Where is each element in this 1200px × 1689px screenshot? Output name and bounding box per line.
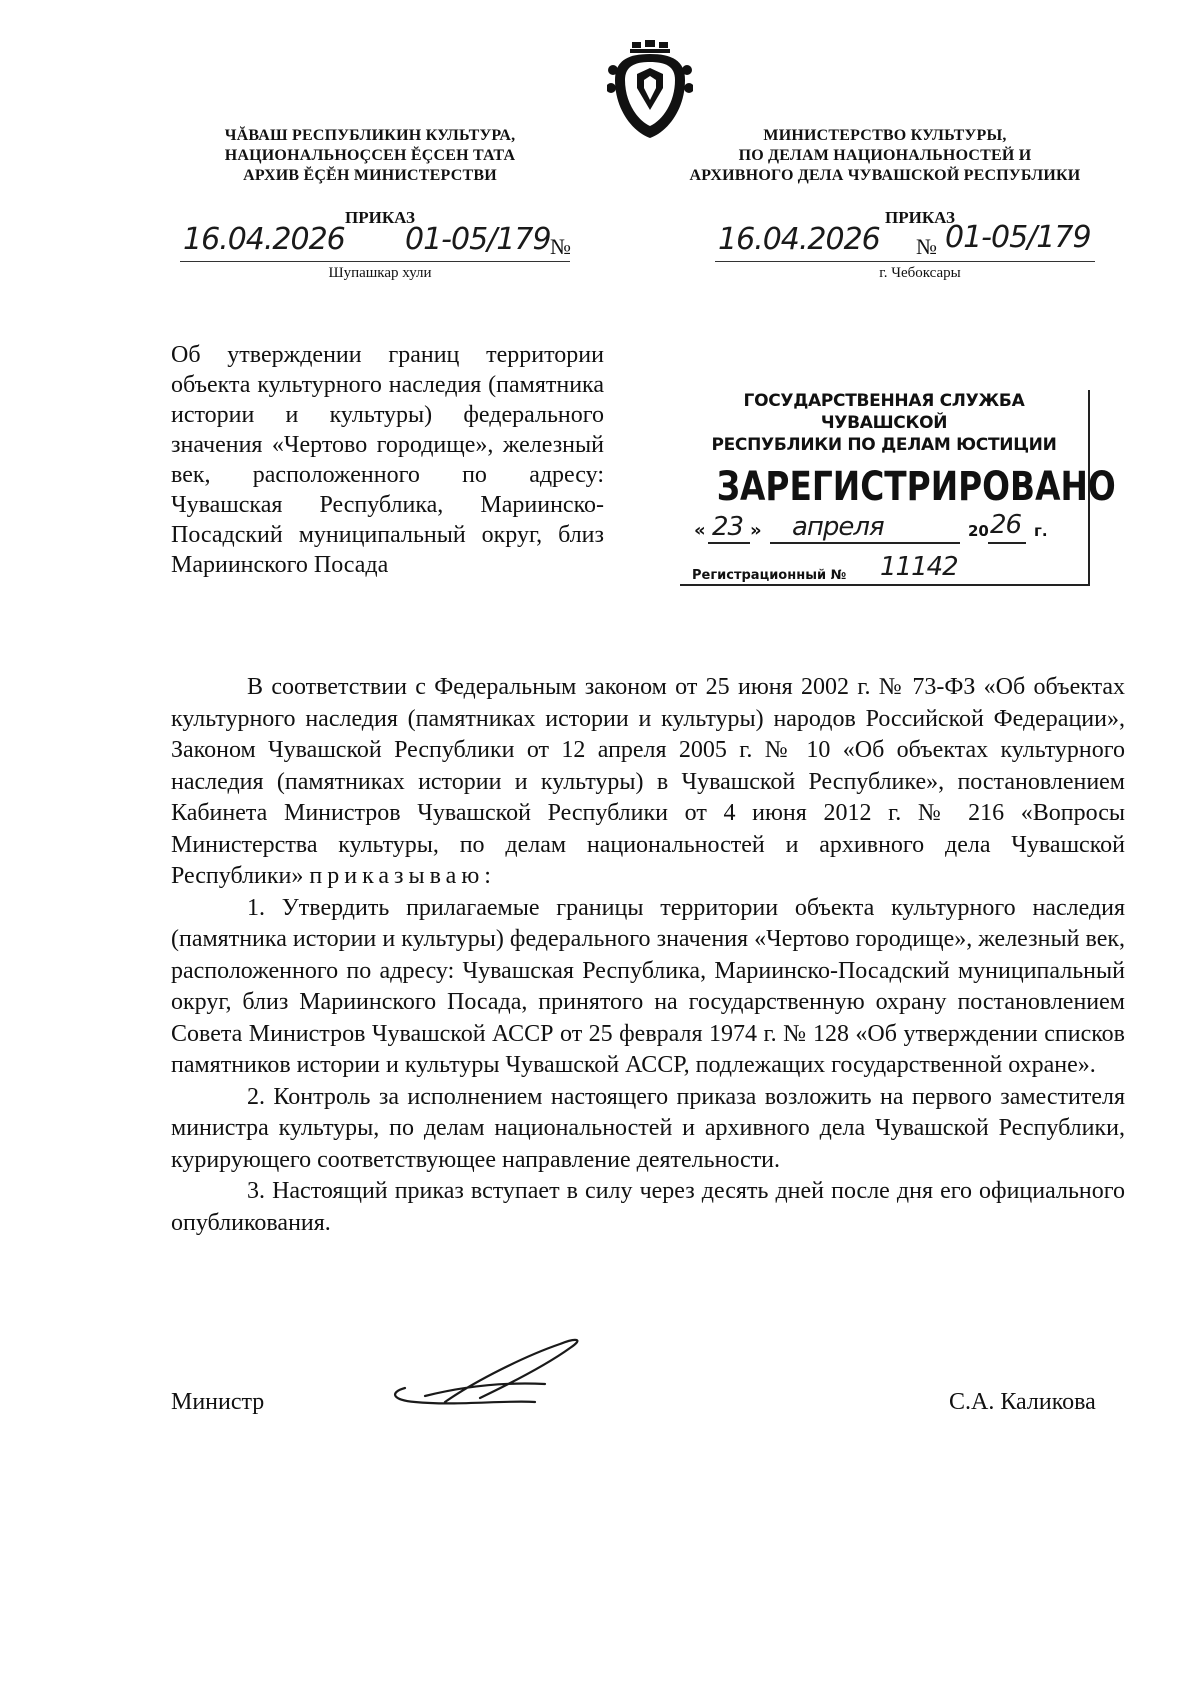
stamp-reg-label: Регистрационный №: [692, 568, 847, 583]
registration-stamp: [680, 390, 1116, 586]
stamp-year-suffix: 26: [990, 510, 1022, 540]
chuvash-emblem-icon: [607, 40, 693, 140]
stamp-year-prefix: 20: [968, 522, 989, 540]
body-paragraph-3: 3. Настоящий приказ вступает в силу через десять дней после дня его официального опубликования.: [171, 1178, 1125, 1236]
ministry-header-chuvash: [180, 126, 560, 186]
order-underline-right: [715, 261, 1095, 262]
ministry-header-russian: [650, 126, 1120, 186]
body-paragraph-preamble: [171, 672, 1125, 893]
body-paragraph-1: 1. Утвердить прилагаемые границы территории объекта культурного наследия (памятника истории и культуры) федерального значения «Чертово городище», железный век, расположенного по адресу: Чувашская Республика, Мариинско-Посадский муниципальный округ, близ Мариинского Посада, принятого на государственную охрану постановлением Совета Министров Чувашской АССР от 25 февраля 1974 г. № 128 «Об утверждении списков памятников истории и культуры Чувашской АССР, подлежащих государственной охране».: [171, 894, 1125, 1078]
signatory-name: С.А. Каликова: [949, 1389, 1096, 1415]
order-body: [171, 672, 1125, 1239]
stamp-close-quote: »: [750, 520, 762, 541]
stamp-month-line: [770, 542, 960, 544]
order-title: Об утверждении границ территории объекта культурного наследия (памятника истории и культуры) федерального значения «Чертово городище», железный век, расположенного по адресу: Чувашская Республика, Мариинско-Посадский муниципальный округ, близ Мариинского Посада: [171, 342, 604, 578]
order-date-right: 16.04.2026: [718, 222, 880, 257]
stamp-status: ЗАРЕГИСТРИРОВАНО: [716, 464, 1116, 510]
header-left-line: НАЦИОНАЛЬНОÇСЕН ĔÇСЕН ТАТА: [224, 147, 516, 164]
header-right-line: ПО ДЕЛАМ НАЦИОНАЛЬНОСТЕЙ И: [738, 147, 1032, 164]
stamp-date-row: [680, 512, 1088, 552]
order-date-left: 16.04.2026: [183, 222, 345, 257]
stamp-day: 23: [712, 512, 744, 542]
stamp-reg-line: [852, 584, 1072, 586]
signatory-position: Министр: [171, 1389, 265, 1415]
order-label-right: ПРИКАЗ: [885, 208, 955, 227]
stamp-reg-row: [680, 552, 1088, 592]
stamp-month: апреля: [792, 512, 884, 542]
order-label-left: ПРИКАЗ: [345, 208, 415, 227]
preamble-text: В соответствии с Федеральным законом от 25 июня 2002 г. № 73-ФЗ «Об объектах культурного наследия (памятниках истории и культуры) народов Российской Федерации», Законом Чувашской Республики от 12 апреля 2005 г. № 10 «Об объектах культурного наследия (памятниках истории и культуры) в Чувашской Республике», постановлением Кабинета Министров Чувашской Республики от 4 июня 2012 г. № 216 «Вопросы Министерства культуры, по делам национальностей и архивного дела Чувашской Республики»: [171, 674, 1125, 889]
order-place-left: Шупашкар хули: [328, 265, 432, 281]
order-place-right: г. Чебоксары: [879, 265, 961, 281]
order-number-right: 01-05/179: [945, 220, 1091, 255]
order-underline-left: [180, 261, 570, 262]
header-right-line: МИНИСТЕРСТВО КУЛЬТУРЫ,: [763, 127, 1007, 144]
stamp-year-line: [988, 542, 1026, 544]
order-number-left: 01-05/179: [405, 222, 551, 257]
stamp-authority-line-1: ГОСУДАРСТВЕННАЯ СЛУЖБА ЧУВАШСКОЙ: [743, 391, 1025, 433]
stamp-open-quote: «: [694, 520, 706, 541]
stamp-year-unit: г.: [1034, 522, 1048, 540]
stamp-day-line: [708, 542, 750, 544]
header-left-line: АРХИВ ĔÇĔН МИНИСТЕРСТВИ: [243, 167, 497, 184]
number-sign-right: №: [916, 234, 937, 259]
body-paragraph-2: 2. Контроль за исполнением настоящего приказа возложить на первого заместителя министра культуры, по делам национальностей и архивного дела Чувашской Республики, курирующего соответствующее направление деятельности.: [171, 1083, 1125, 1173]
handwritten-signature-icon: [385, 1326, 600, 1421]
stamp-authority-line-2: РЕСПУБЛИКИ ПО ДЕЛАМ ЮСТИЦИИ: [711, 435, 1057, 455]
number-sign-left: №: [550, 234, 571, 259]
header-left-line: ЧĂВАШ РЕСПУБЛИКИН КУЛЬТУРА,: [224, 127, 516, 144]
order-word: приказываю:: [309, 863, 496, 889]
stamp-reg-number: 11142: [880, 552, 958, 582]
header-right-line: АРХИВНОГО ДЕЛА ЧУВАШСКОЙ РЕСПУБЛИКИ: [689, 167, 1081, 184]
